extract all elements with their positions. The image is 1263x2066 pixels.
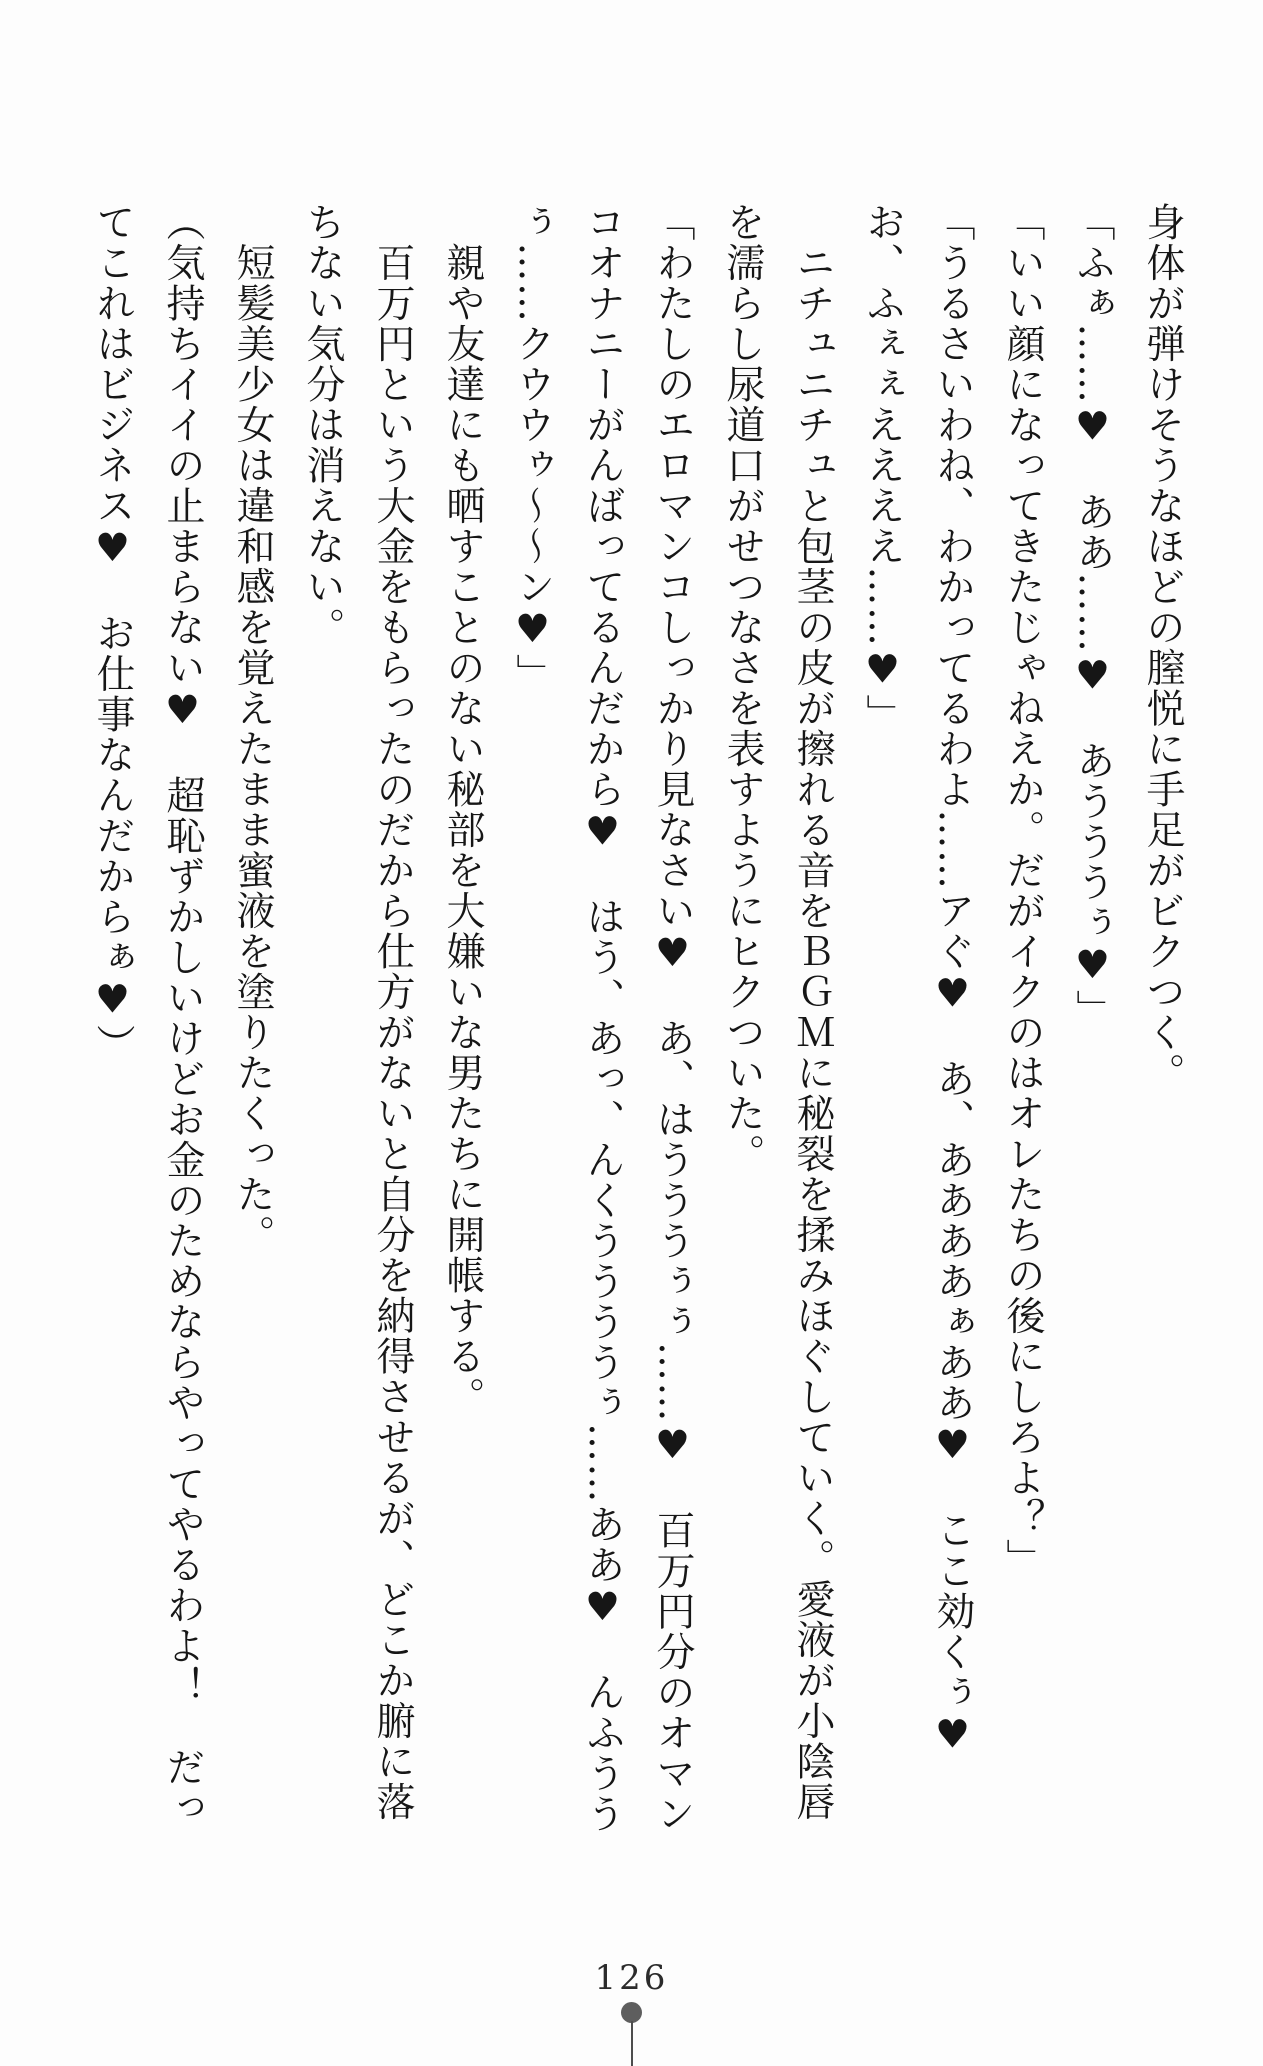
body-text bbox=[75, 202, 1197, 1842]
paragraph-5: ニチュニチュと包茎の皮が擦れる音をＢＧＭに秘裂を揉みほぐしていく。愛液が小陰唇を濡らし尿道口がせつなさを表すようにヒクついた。 bbox=[720, 202, 835, 1822]
paragraph-3: 「いい顔になってきたじゃねえか。だがイクのはオレたちの後にしろよ？」 bbox=[1000, 202, 1045, 1579]
paragraph-1: 身体が弾けそうなほどの膣悦に手足がビクつく。 bbox=[1140, 202, 1185, 1093]
paragraph-6: 「わたしのエロマンコしっかり見なさい♥ あ、はうううぅぅ……♥ 百万円分のオマンコオナニーがんばってるんだから♥ はう、あっ、んくううううぅ……ああ♥ んふううぅ……クウウゥ〜〜ン♥」 bbox=[510, 202, 695, 1834]
paragraph-4: 「うるさいわね、わかってるわよ……アぐ♥ あ、ああああぁああ♥ ここ効くぅ♥ お、ふぇぇええええ……♥」 bbox=[860, 202, 975, 1800]
paragraph-2: 「ふぁ……♥ ああ……♥ あうううぅ♥」 bbox=[1070, 202, 1115, 1030]
paragraph-10: （気持ちイイの止まらない♥ 超恥ずかしいけどお金のためならやってやるわよ！ だってこれはビジネス♥ お仕事なんだからぁ♥） bbox=[90, 202, 205, 1828]
paragraph-9: 短髪美少女は違和感を覚えたまま蜜液を塗りたくった。 bbox=[230, 202, 275, 1255]
paragraph-7: 親や友達にも晒すことのない秘部を大嫌いな男たちに開帳する。 bbox=[440, 202, 485, 1417]
paragraph-8: 百万円という大金をもらったのだから仕方がないと自分を納得させるが、どこか腑に落ちない気分は消えない。 bbox=[300, 202, 415, 1822]
page-number: 126 bbox=[594, 1958, 669, 1998]
footer-line-ornament bbox=[631, 2021, 633, 2066]
footer-circle-ornament bbox=[621, 2002, 642, 2023]
